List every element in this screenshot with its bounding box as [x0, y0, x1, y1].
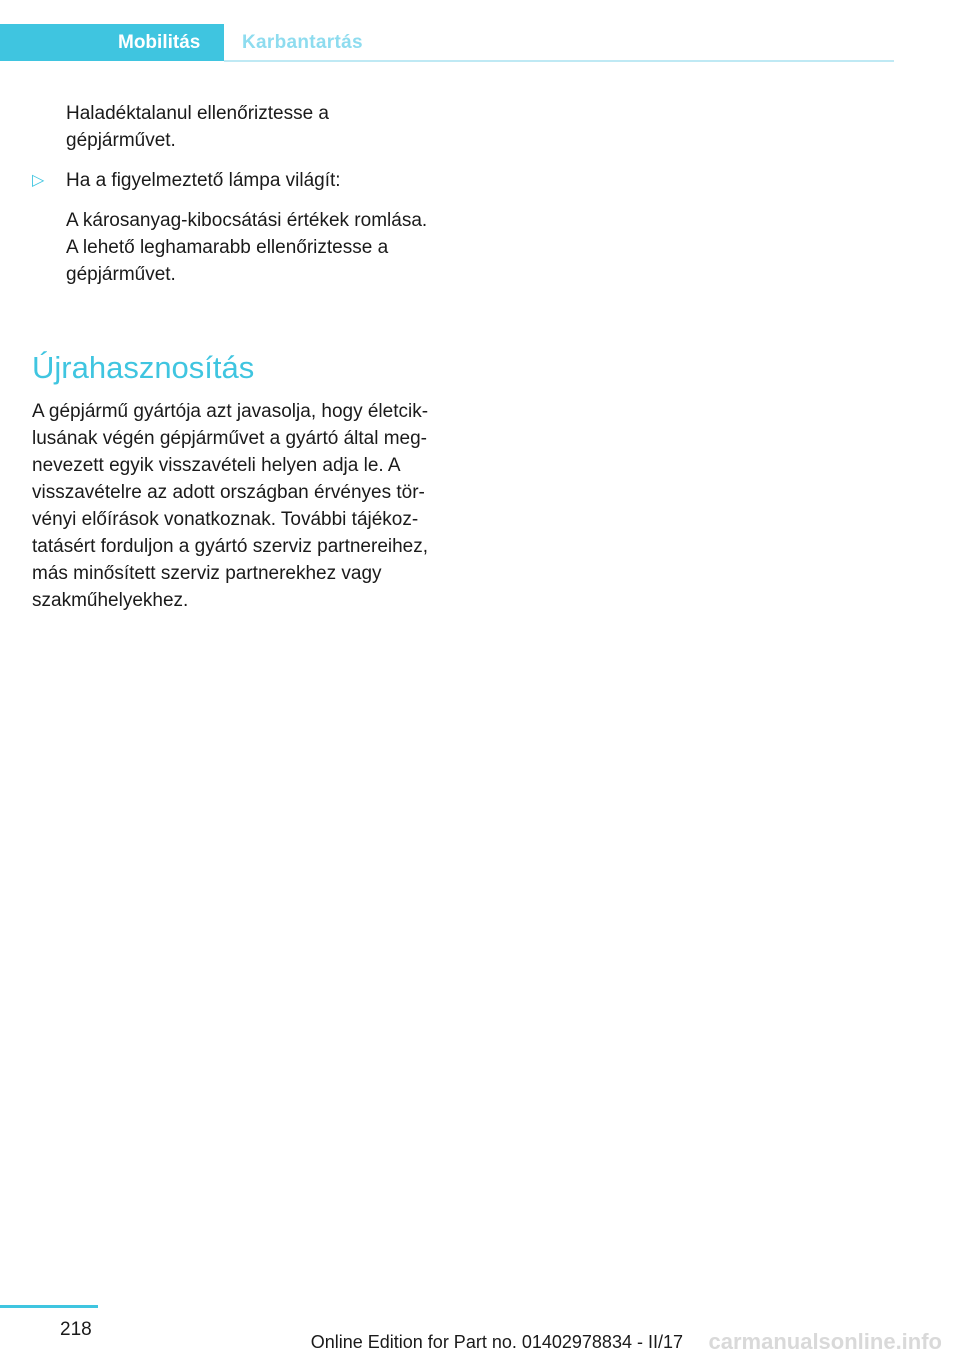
body-line: tatásért forduljon a gyártó szerviz partnereihez, [32, 536, 429, 557]
body-line: szakműhelyekhez. [32, 590, 189, 611]
body-line: más minősített szerviz partnerekhez vagy [32, 563, 382, 584]
section-heading: Újrahasznosítás [32, 350, 255, 385]
header-rule [224, 60, 894, 62]
body-line: A gépjármű gyártója azt javasolja, hogy életcik- [32, 401, 429, 422]
bullet-text: Ha a figyelmeztető lámpa világít: [66, 170, 341, 191]
bullet-sub-line: A károsanyag-kibocsátási értékek romlása. [66, 210, 428, 231]
page-content [32, 100, 452, 614]
body-paragraph [32, 398, 452, 614]
bullet-sub-line: gépjárművet. [66, 264, 176, 285]
body-line: lusának végén gépjárművet a gyártó által meg- [32, 428, 428, 449]
page-number: 218 [60, 1319, 92, 1340]
body-line: nevezett egyik visszavételi helyen adja le. A [32, 455, 401, 476]
intro-paragraph [32, 100, 452, 154]
header-section-label: Mobilitás [118, 32, 201, 53]
watermark: carmanualsonline.info [708, 1329, 942, 1354]
intro-line: gépjárművet. [66, 130, 176, 151]
triangle-bullet-icon: ▷ [32, 172, 45, 189]
body-line: visszavételre az adott országban érvényes tör- [32, 482, 425, 503]
body-line: vényi előírások vonatkoznak. További tájékoz- [32, 509, 419, 530]
intro-line: Haladéktalanul ellenőriztesse a [66, 103, 329, 124]
bullet-sub-paragraph [66, 207, 452, 288]
header-chapter-label: Karbantartás [242, 32, 363, 53]
bullet-sub-line: A lehető leghamarabb ellenőriztesse a [66, 237, 389, 258]
footer-rule [0, 1305, 98, 1308]
bullet-item [32, 167, 452, 288]
edition-note: Online Edition for Part no. 01402978834 - II/17 [310, 1332, 683, 1352]
